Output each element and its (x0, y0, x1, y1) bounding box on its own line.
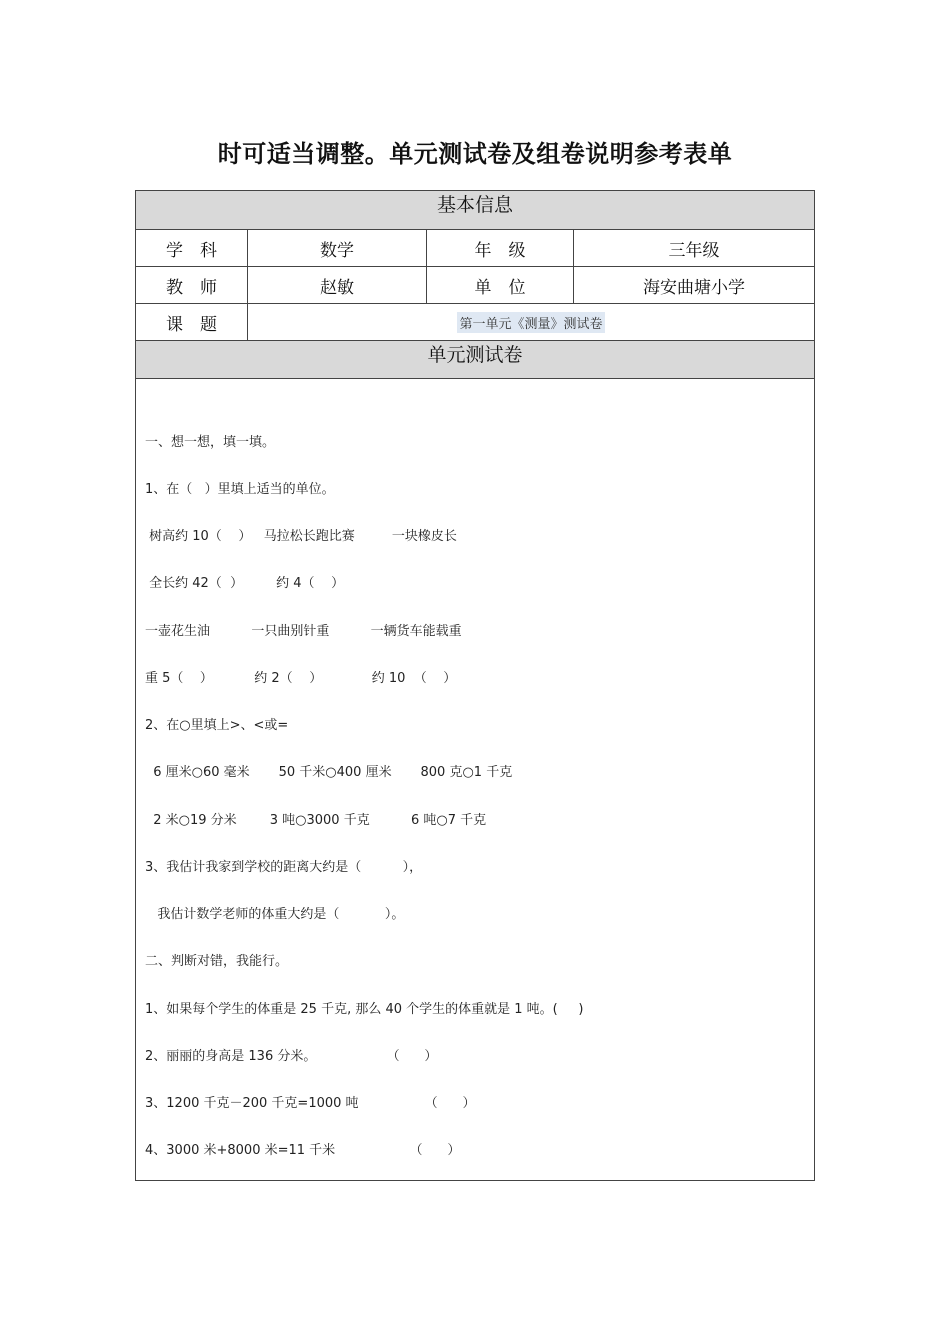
basic-info-header-row (136, 191, 814, 230)
question-line: 全长约 42（ ） 约 4（ ） (145, 576, 345, 591)
section-one-heading: 一、想一想，填一填。 (145, 435, 276, 450)
question-line: 2、丽丽的身高是 136 分米。 （ ） (145, 1049, 438, 1064)
subject-value: 数学 (248, 230, 427, 266)
grade-label: 年 级 (427, 230, 574, 266)
teacher-value: 赵敏 (248, 267, 427, 303)
test-header-row (136, 341, 814, 379)
subject-label: 学 科 (136, 230, 248, 266)
topic-cell (248, 304, 814, 340)
question-line: 1、在（ ）里填上适当的单位。 (145, 482, 335, 497)
question-line: 2 米○19 分米 3 吨○3000 千克 6 吨○7 千克 (145, 813, 487, 828)
form-table (135, 190, 815, 1181)
teacher-label: 教 师 (136, 267, 248, 303)
question-line: 树高约 10（ ） 马拉松长跑比赛 一块橡皮长 (145, 529, 457, 544)
basic-info-header: 基本信息 (436, 194, 513, 216)
section-two-heading: 二、判断对错，我能行。 (145, 954, 289, 969)
document-title: 时可适当调整。单元测试卷及组卷说明参考表单 (217, 140, 733, 168)
teacher-row (136, 267, 814, 304)
topic-value: 第一单元《测量》测试卷 (457, 312, 604, 333)
grade-value: 三年级 (668, 240, 720, 261)
subject-row (136, 230, 814, 267)
question-line: 1、如果每个学生的体重是 25 千克, 那么 40 个学生的体重就是 1 吨。( ) (145, 1002, 584, 1017)
question-line: 6 厘米○60 毫米 50 千米○400 厘米 800 克○1 千克 (145, 765, 513, 780)
topic-label: 课 题 (136, 304, 248, 340)
question-line: 4、3000 米+8000 米=11 千米 （ ） (145, 1143, 461, 1158)
question-line: 3、我估计我家到学校的距离大约是（ ）， (145, 860, 423, 875)
question-line: 3、1200 千克－200 千克=1000 吨 （ ） (145, 1096, 476, 1111)
question-line: 一壶花生油 一只曲别针重 一辆货车能载重 (145, 624, 462, 639)
unit-label: 单 位 (427, 267, 574, 303)
question-line: 重 5（ ） 约 2（ ） 约 10 （ ） (145, 671, 457, 686)
topic-row (136, 304, 814, 341)
question-line: 我估计数学老师的体重大约是（ ）。 (145, 907, 405, 922)
test-header: 单元测试卷 (427, 344, 523, 366)
question-line: 2、在○里填上>、<或= (145, 718, 289, 733)
unit-value: 海安曲塘小学 (643, 277, 745, 298)
